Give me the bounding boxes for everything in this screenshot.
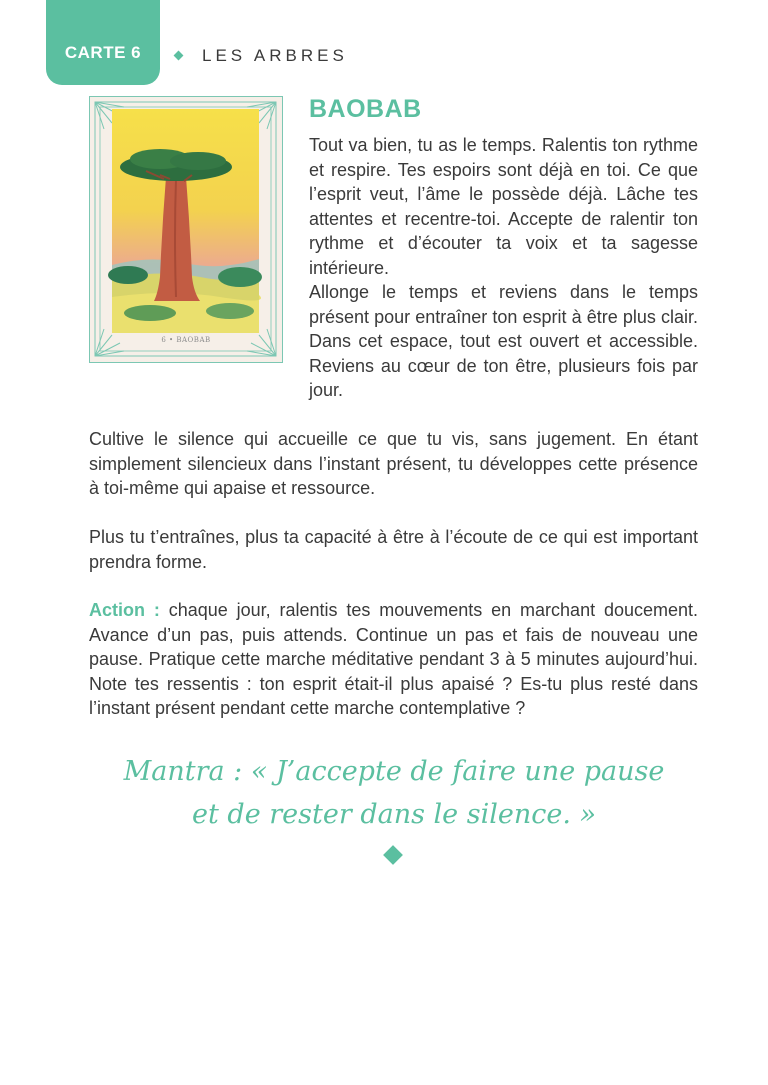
action-paragraph — [89, 598, 698, 721]
card-caption: 6 • BAOBAB — [161, 336, 211, 344]
paragraph-2: Allonge le temps et reviens dans le temps présent pour entraîner ton esprit à être plus clair. Dans cet espace, tout est ouvert et accessible. Reviens au cœur de ton être, plusieurs fois par jour. — [309, 282, 698, 400]
action-text: chaque jour, ralentis tes mouvements en marchant doucement. Avance d’un pas, puis attends. Continue un pas et fais de nouveau une pause. Pratique cette marche méditative pendant 3 à 5 minutes aujourd’hui. Note tes ressentis : ton esprit était-il plus apaisé ? Es-tu plus resté dans l’instant présent pendant cette marche contemplative ? — [89, 600, 698, 718]
card-illustration — [89, 96, 283, 363]
section-title: LES ARBRES — [202, 46, 348, 65]
action-label: Action : — [89, 600, 160, 620]
baobab-illustration — [90, 97, 281, 361]
paragraph-4: Plus tu t’entraînes, plus ta capacité à être à l’écoute de ce qui est important prendra forme. — [89, 527, 698, 572]
card-number-label: CARTE 6 — [64, 43, 142, 62]
mantra-line-2: et de rester dans le silence. » — [192, 799, 596, 830]
card-title: BAOBAB — [309, 95, 422, 123]
end-diamond-icon — [383, 845, 403, 865]
card-number-tab — [46, 0, 160, 85]
paragraph-3: Cultive le silence qui accueille ce que tu vis, sans jugement. En étant simplement silencieux dans l’instant présent, tu développes cette présence à toi-même qui apaise et ressource. — [89, 429, 698, 498]
paragraph-1: Tout va bien, tu as le temps. Ralentis ton rythme et respire. Tes espoirs sont déjà en toi. Ce que l’esprit veut, l’âme le possède déjà. Lâche tes attentes et recentre-toi. Accepte de ralentir ton rythme et d’écouter ta voix et ta sagesse intérieure. — [309, 135, 698, 278]
header-diamond-icon — [174, 51, 184, 61]
mantra-line-1: Mantra : « J’accepte de faire une pause — [123, 756, 665, 787]
